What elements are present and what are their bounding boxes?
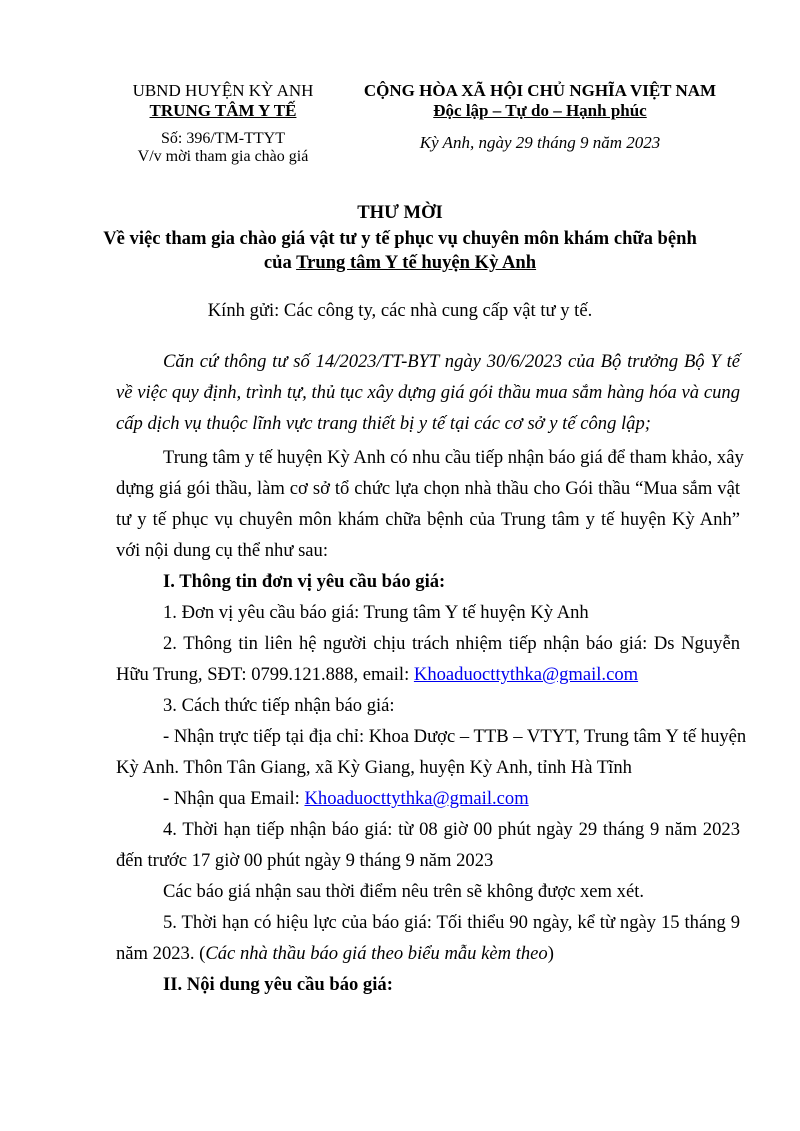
national-motto-text: Độc lập – Tự do – Hạnh phúc <box>433 101 647 120</box>
doc-number: Số: 396/TM-TTYT <box>161 130 285 147</box>
org-name: UBND HUYỆN KỲ ANH <box>132 81 314 100</box>
item-5-line-2 <box>116 938 554 969</box>
unit-name-text: TRUNG TÂM Y TẾ <box>149 101 297 120</box>
item-3b <box>163 783 529 814</box>
basis-line-2: về việc quy định, trình tự, thủ tục xây dựng giá gói thầu mua sắm hàng hóa và cung <box>116 382 740 403</box>
section-2-heading: II. Nội dung yêu cầu báo giá: <box>163 974 393 995</box>
letter-subtitle-line2 <box>80 252 720 274</box>
basis-line-3: cấp dịch vụ thuộc lĩnh vực trang thiết bị y tế tại các cơ sở y tế công lập; <box>116 413 651 434</box>
item-4-line-1: 4. Thời hạn tiếp nhận báo giá: từ 08 giờ 00 phút ngày 29 tháng 9 năm 2023 <box>163 819 740 840</box>
item-5-line-1: 5. Thời hạn có hiệu lực của báo giá: Tối thiểu 90 ngày, kể từ ngày 15 tháng 9 <box>163 912 740 933</box>
unit-name <box>118 100 328 122</box>
item-2-line-2 <box>116 659 638 690</box>
letter-subtitle-line1: Về việc tham gia chào giá vật tư y tế phục vụ chuyên môn khám chữa bệnh <box>103 228 697 249</box>
intro-line-1: Trung tâm y tế huyện Kỳ Anh có nhu cầu tiếp nhận báo giá để tham khảo, xây <box>163 447 744 468</box>
doc-subject: V/v mời tham gia chào giá <box>137 148 309 165</box>
intro-line-4: với nội dung cụ thể như sau: <box>116 540 329 561</box>
intro-line-3: tư y tế phục vụ chuyên môn khám chữa bệnh của Trung tâm y tế huyện Kỳ Anh” <box>116 509 740 530</box>
item-5-form-note: Các nhà thầu báo giá theo biểu mẫu kèm theo <box>205 943 548 964</box>
item-2-line-1: 2. Thông tin liên hệ người chịu trách nhiệm tiếp nhận báo giá: Ds Nguyễn <box>163 633 740 654</box>
item-2-contact: Hữu Trung, SĐT: 0799.121.888, email: <box>116 664 414 685</box>
email-link-2[interactable]: Khoaduocttythka@gmail.com <box>304 788 529 809</box>
section-1-heading: I. Thông tin đơn vị yêu cầu báo giá: <box>163 571 446 592</box>
place-date: Kỳ Anh, ngày 29 tháng 9 năm 2023 <box>419 133 661 152</box>
item-5-year: năm 2023. ( <box>116 943 206 964</box>
item-5-close: ) <box>547 943 554 964</box>
nation-name: CỘNG HÒA XÃ HỘI CHỦ NGHĨA VIỆT NAM <box>363 81 717 100</box>
national-motto <box>338 100 742 122</box>
greeting: Kính gửi: Các công ty, các nhà cung cấp vật tư y tế. <box>207 300 593 321</box>
late-note: Các báo giá nhận sau thời điểm nêu trên sẽ không được xem xét. <box>163 881 645 902</box>
item-1: 1. Đơn vị yêu cầu báo giá: Trung tâm Y tế huyện Kỳ Anh <box>163 602 589 623</box>
basis-line-1: Căn cứ thông tư số 14/2023/TT-BYT ngày 30/6/2023 của Bộ trưởng Bộ Y tế <box>163 351 740 372</box>
email-link[interactable]: Khoaduocttythka@gmail.com <box>413 664 639 685</box>
item-3a-line-1: - Nhận trực tiếp tại địa chỉ: Khoa Dược – TTB – VTYT, Trung tâm Y tế huyện <box>163 726 747 747</box>
intro-line-2: dựng giá gói thầu, làm cơ sở tổ chức lựa chọn nhà thầu cho Gói thầu “Mua sắm vật <box>116 478 740 499</box>
item-3a-line-2: Kỳ Anh. Thôn Tân Giang, xã Kỳ Giang, huyện Kỳ Anh, tỉnh Hà Tĩnh <box>116 757 632 778</box>
item-3b-label: - Nhận qua Email: <box>163 788 305 809</box>
subtitle-underlined: Trung tâm Y tế huyện Kỳ Anh <box>296 252 537 273</box>
item-4-line-2: đến trước 17 giờ 00 phút ngày 9 tháng 9 năm 2023 <box>116 850 494 871</box>
subtitle-prefix: của <box>263 252 297 273</box>
letter-title: THƯ MỜI <box>357 202 443 223</box>
item-3: 3. Cách thức tiếp nhận báo giá: <box>163 695 395 716</box>
